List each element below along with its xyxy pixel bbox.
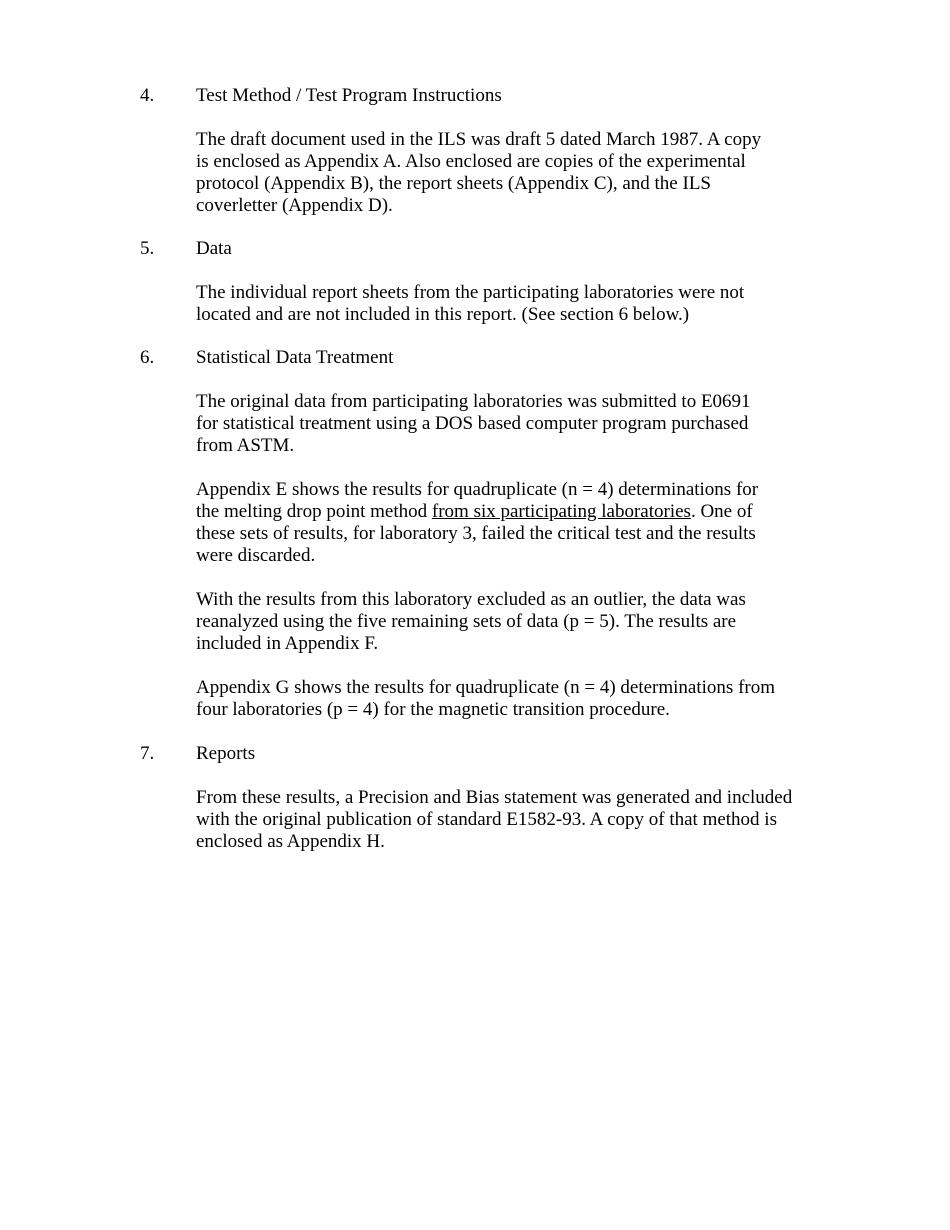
section-title: Statistical Data Treatment xyxy=(196,347,394,368)
text-line: were discarded. xyxy=(196,545,316,566)
section-title: Reports xyxy=(196,743,256,764)
section-title: Test Method / Test Program Instructions xyxy=(196,85,502,106)
text-line: four laboratories (p = 4) for the magnetic transition procedure. xyxy=(196,699,670,720)
text-line: The individual report sheets from the participating laboratories were not xyxy=(196,282,745,303)
section-number: 6. xyxy=(140,347,155,368)
section-6-paragraph-1 xyxy=(196,391,796,457)
text-fragment: . One of xyxy=(690,501,753,522)
text-line: reanalyzed using the five remaining sets of data (p = 5). The results are xyxy=(196,611,737,632)
section-title: Data xyxy=(196,238,232,259)
section-heading-4 xyxy=(140,85,840,107)
text-line: The original data from participating laboratories was submitted to E0691 xyxy=(196,391,751,412)
text-line: coverletter (Appendix D). xyxy=(196,195,393,216)
text-line: From these results, a Precision and Bias statement was generated and included xyxy=(196,787,793,808)
underlined-text: from six participating laboratories xyxy=(431,501,691,522)
text-line: with the original publication of standard E1582-93. A copy of that method is xyxy=(196,809,777,830)
section-number: 7. xyxy=(140,743,155,764)
text-line: from ASTM. xyxy=(196,435,295,456)
text-line: Appendix G shows the results for quadruplicate (n = 4) determinations from xyxy=(196,677,775,698)
text-line: located and are not included in this report. (See section 6 below.) xyxy=(196,304,690,325)
text-line: With the results from this laboratory excluded as an outlier, the data was xyxy=(196,589,746,610)
section-heading-6 xyxy=(140,347,840,369)
text-fragment: the melting drop point method xyxy=(196,501,432,522)
text-line xyxy=(196,501,796,523)
section-5-paragraph-1 xyxy=(196,282,796,326)
text-line: is enclosed as Appendix A. Also enclosed are copies of the experimental xyxy=(196,151,746,172)
text-line: The draft document used in the ILS was draft 5 dated March 1987. A copy xyxy=(196,129,762,150)
section-heading-7 xyxy=(140,743,840,765)
text-line: these sets of results, for laboratory 3, failed the critical test and the results xyxy=(196,523,756,544)
section-number: 5. xyxy=(140,238,155,259)
section-6-paragraph-4 xyxy=(196,677,796,721)
section-heading-5 xyxy=(140,238,840,260)
section-number: 4. xyxy=(140,85,155,106)
text-line: protocol (Appendix B), the report sheets (Appendix C), and the ILS xyxy=(196,173,711,194)
text-line: enclosed as Appendix H. xyxy=(196,831,385,852)
section-4-paragraph-1 xyxy=(196,129,796,217)
text-line: Appendix E shows the results for quadruplicate (n = 4) determinations for xyxy=(196,479,759,500)
text-line: for statistical treatment using a DOS based computer program purchased xyxy=(196,413,749,434)
text-line: included in Appendix F. xyxy=(196,633,379,654)
section-7-paragraph-1 xyxy=(196,787,796,853)
section-6-paragraph-3 xyxy=(196,589,796,655)
section-6-paragraph-2 xyxy=(196,479,796,567)
